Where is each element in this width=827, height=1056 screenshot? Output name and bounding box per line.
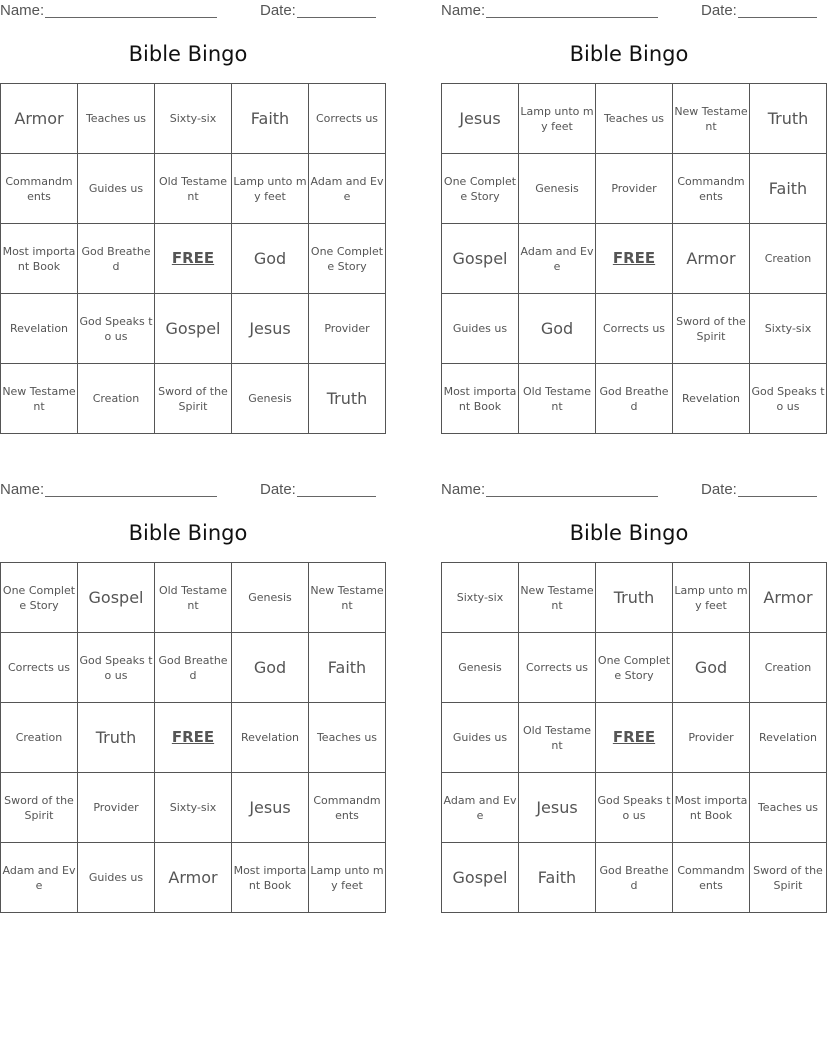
date-label: Date:	[260, 2, 296, 19]
bingo-cell[interactable]: Guides us	[442, 294, 519, 364]
bingo-cell[interactable]: Commandments	[673, 154, 750, 224]
bingo-row	[442, 843, 827, 913]
bingo-cell[interactable]: Jesus	[442, 84, 519, 154]
bingo-row	[1, 633, 386, 703]
free-space[interactable]: FREE	[155, 703, 232, 773]
bingo-row	[442, 633, 827, 703]
bingo-cell[interactable]: Lamp unto my feet	[309, 843, 386, 913]
card-title: Bible Bingo	[128, 521, 248, 545]
bingo-cell[interactable]: Most important Book	[232, 843, 309, 913]
card-title: Bible Bingo	[128, 42, 248, 66]
bingo-cell[interactable]: New Testament	[673, 84, 750, 154]
bingo-cell[interactable]: Sixty-six	[155, 773, 232, 843]
name-label: Name:	[0, 2, 45, 19]
bingo-cell[interactable]: Armor	[750, 563, 827, 633]
bingo-row	[1, 224, 386, 294]
bingo-cell[interactable]: Armor	[673, 224, 750, 294]
bingo-cell[interactable]: Most important Book	[442, 364, 519, 434]
bingo-cell[interactable]: Adam and Eve	[442, 773, 519, 843]
date-label: Date:	[701, 2, 737, 19]
bingo-row	[442, 703, 827, 773]
bingo-cell[interactable]: Genesis	[442, 633, 519, 703]
bingo-cell[interactable]: Teaches us	[78, 84, 155, 154]
bingo-row	[442, 224, 827, 294]
card-title: Bible Bingo	[569, 42, 689, 66]
bingo-cell[interactable]: Lamp unto my feet	[673, 563, 750, 633]
bingo-cell[interactable]: Faith	[750, 154, 827, 224]
bingo-row	[1, 154, 386, 224]
bingo-cell[interactable]: Creation	[750, 633, 827, 703]
name-label: Name:	[441, 2, 486, 19]
bingo-cell[interactable]: Old Testament	[155, 154, 232, 224]
bingo-cell[interactable]: Corrects us	[1, 633, 78, 703]
bingo-cell[interactable]: Sword of the Spirit	[673, 294, 750, 364]
bingo-cell[interactable]: God Speaks to us	[750, 364, 827, 434]
card-title: Bible Bingo	[569, 521, 689, 545]
name-date-line	[0, 479, 376, 501]
bingo-cell[interactable]: One Complete Story	[596, 633, 673, 703]
bingo-row	[1, 364, 386, 434]
free-space[interactable]: FREE	[596, 224, 673, 294]
bingo-cell[interactable]: Revelation	[232, 703, 309, 773]
bingo-cell[interactable]: God Breathed	[596, 364, 673, 434]
bingo-row	[1, 843, 386, 913]
free-space[interactable]: FREE	[155, 224, 232, 294]
bingo-cell[interactable]: Faith	[519, 843, 596, 913]
name-date-line	[441, 479, 817, 501]
bingo-cell[interactable]: Faith	[309, 633, 386, 703]
bingo-cell[interactable]: Provider	[309, 294, 386, 364]
bingo-row	[442, 773, 827, 843]
name-date-line	[441, 0, 817, 22]
bingo-cell[interactable]: One Complete Story	[309, 224, 386, 294]
date-label: Date:	[260, 481, 296, 498]
bingo-cell[interactable]: Sixty-six	[155, 84, 232, 154]
date-blank[interactable]	[297, 17, 376, 18]
bingo-cell[interactable]: Lamp unto my feet	[519, 84, 596, 154]
bingo-cell[interactable]: Jesus	[519, 773, 596, 843]
bingo-cell[interactable]: God Breathed	[596, 843, 673, 913]
bingo-row	[442, 84, 827, 154]
bingo-cell[interactable]: Armor	[1, 84, 78, 154]
bingo-row	[1, 773, 386, 843]
bingo-cell[interactable]: Sixty-six	[750, 294, 827, 364]
bingo-cell[interactable]: Provider	[673, 703, 750, 773]
bingo-cell[interactable]: God Breathed	[78, 224, 155, 294]
bingo-cell[interactable]: Genesis	[519, 154, 596, 224]
bingo-cell[interactable]: Corrects us	[309, 84, 386, 154]
bingo-cell[interactable]: Sword of the Spirit	[1, 773, 78, 843]
bingo-cell[interactable]: Gospel	[442, 224, 519, 294]
bingo-row	[1, 294, 386, 364]
bingo-cell[interactable]: Teaches us	[309, 703, 386, 773]
bingo-grid	[441, 562, 827, 913]
name-label: Name:	[441, 481, 486, 498]
bingo-cell[interactable]: Guides us	[78, 843, 155, 913]
name-date-line	[0, 0, 376, 22]
bingo-cell[interactable]: Gospel	[442, 843, 519, 913]
bingo-cell[interactable]: God Speaks to us	[596, 773, 673, 843]
bingo-cell[interactable]: God	[232, 633, 309, 703]
bingo-cell[interactable]: Corrects us	[596, 294, 673, 364]
bingo-cell[interactable]: God	[232, 224, 309, 294]
bingo-cell[interactable]: Truth	[309, 364, 386, 434]
bingo-cell[interactable]: Teaches us	[750, 773, 827, 843]
bingo-cell[interactable]: God Speaks to us	[78, 633, 155, 703]
name-label: Name:	[0, 481, 45, 498]
bingo-cell[interactable]: Lamp unto my feet	[232, 154, 309, 224]
bingo-row	[442, 364, 827, 434]
bingo-cell[interactable]: Adam and Eve	[519, 224, 596, 294]
date-label: Date:	[701, 481, 737, 498]
bingo-cell[interactable]: New Testament	[309, 563, 386, 633]
bingo-cell[interactable]: Commandments	[673, 843, 750, 913]
date-blank[interactable]	[738, 17, 817, 18]
bingo-row	[442, 294, 827, 364]
bingo-row	[1, 563, 386, 633]
bingo-cell[interactable]: Adam and Eve	[1, 843, 78, 913]
bingo-row	[1, 84, 386, 154]
bingo-cell[interactable]: New Testament	[1, 364, 78, 434]
bingo-cell[interactable]: Old Testament	[155, 563, 232, 633]
bingo-cell[interactable]: Sixty-six	[442, 563, 519, 633]
free-space[interactable]: FREE	[596, 703, 673, 773]
bingo-cell[interactable]: Creation	[750, 224, 827, 294]
bingo-cell[interactable]: Provider	[78, 773, 155, 843]
bingo-cell[interactable]: Provider	[596, 154, 673, 224]
bingo-cell[interactable]: Revelation	[750, 703, 827, 773]
bingo-cell[interactable]: Truth	[596, 563, 673, 633]
bingo-cell[interactable]: Adam and Eve	[309, 154, 386, 224]
bingo-cell[interactable]: Creation	[78, 364, 155, 434]
bingo-cell[interactable]: Armor	[155, 843, 232, 913]
bingo-cell[interactable]: God Speaks to us	[78, 294, 155, 364]
bingo-cell[interactable]: God Breathed	[155, 633, 232, 703]
bingo-cell[interactable]: Corrects us	[519, 633, 596, 703]
bingo-cell[interactable]: Most important Book	[673, 773, 750, 843]
bingo-cell[interactable]: Guides us	[78, 154, 155, 224]
bingo-cell[interactable]: Old Testament	[519, 364, 596, 434]
bingo-grid	[441, 83, 827, 434]
bingo-cell[interactable]: Truth	[750, 84, 827, 154]
bingo-cell[interactable]: Old Testament	[519, 703, 596, 773]
bingo-cell[interactable]: Sword of the Spirit	[750, 843, 827, 913]
bingo-row	[1, 703, 386, 773]
bingo-cell[interactable]: Genesis	[232, 364, 309, 434]
bingo-cell[interactable]: One Complete Story	[1, 563, 78, 633]
bingo-cell[interactable]: God	[673, 633, 750, 703]
bingo-cell[interactable]: Genesis	[232, 563, 309, 633]
bingo-cell[interactable]: Revelation	[1, 294, 78, 364]
bingo-cell[interactable]: Teaches us	[596, 84, 673, 154]
bingo-grid	[0, 83, 386, 434]
bingo-cell[interactable]: Creation	[1, 703, 78, 773]
name-blank[interactable]	[486, 496, 658, 497]
bingo-grid	[0, 562, 386, 913]
bingo-cell[interactable]: Jesus	[232, 773, 309, 843]
name-blank[interactable]	[45, 496, 217, 497]
bingo-cell[interactable]: Truth	[78, 703, 155, 773]
bingo-cell[interactable]: New Testament	[519, 563, 596, 633]
bingo-cell[interactable]: Commandments	[1, 154, 78, 224]
bingo-cell[interactable]: Revelation	[673, 364, 750, 434]
bingo-cell[interactable]: Faith	[232, 84, 309, 154]
bingo-cell[interactable]: Jesus	[232, 294, 309, 364]
bingo-cell[interactable]: Most important Book	[1, 224, 78, 294]
bingo-cell[interactable]: Sword of the Spirit	[155, 364, 232, 434]
name-blank[interactable]	[486, 17, 658, 18]
date-blank[interactable]	[297, 496, 376, 497]
bingo-cell[interactable]: God	[519, 294, 596, 364]
bingo-cell[interactable]: Commandments	[309, 773, 386, 843]
bingo-row	[442, 563, 827, 633]
bingo-cell[interactable]: Guides us	[442, 703, 519, 773]
bingo-row	[442, 154, 827, 224]
bingo-cell[interactable]: Gospel	[155, 294, 232, 364]
date-blank[interactable]	[738, 496, 817, 497]
bingo-cell[interactable]: One Complete Story	[442, 154, 519, 224]
name-blank[interactable]	[45, 17, 217, 18]
bingo-cell[interactable]: Gospel	[78, 563, 155, 633]
